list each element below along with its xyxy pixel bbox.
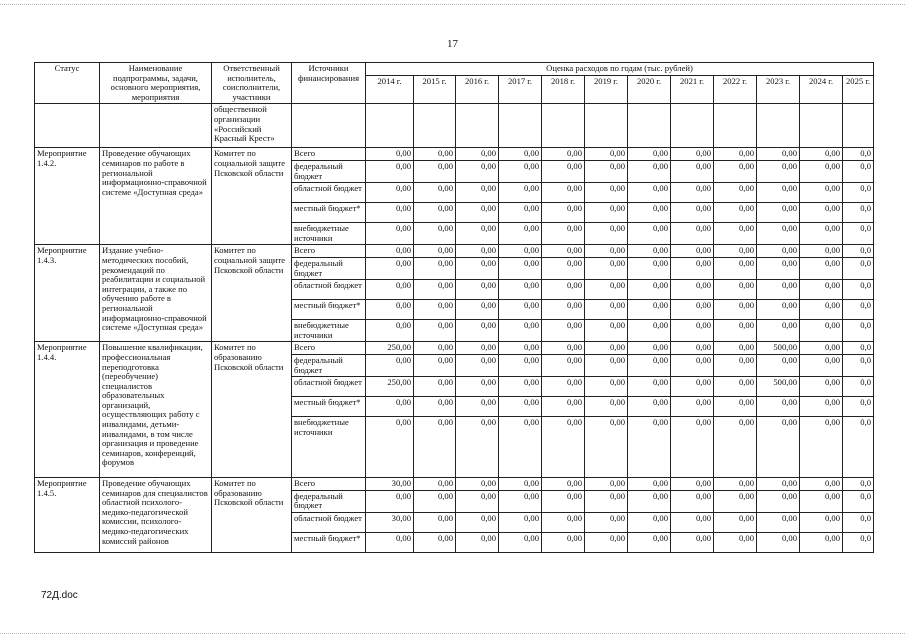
amount-cell: 0,00 bbox=[542, 417, 585, 478]
amount-cell: 0,00 bbox=[714, 377, 757, 397]
amount-cell: 0,00 bbox=[499, 397, 542, 417]
amount-cell: 0,0 bbox=[843, 160, 874, 182]
amount-cell: 0,00 bbox=[456, 490, 499, 512]
amount-cell: 0,00 bbox=[800, 280, 843, 300]
funding-source: федеральный бюджет bbox=[292, 354, 366, 376]
amount-cell: 0,00 bbox=[671, 203, 714, 223]
amount-cell: 0,00 bbox=[414, 257, 456, 279]
amount-cell: 0,00 bbox=[499, 257, 542, 279]
amount-cell: 0,00 bbox=[714, 148, 757, 161]
amount-cell: 0,00 bbox=[585, 223, 628, 245]
amount-cell: 0,00 bbox=[414, 183, 456, 203]
amount-cell: 0,00 bbox=[757, 300, 800, 320]
amount-cell: 0,00 bbox=[414, 148, 456, 161]
amount-cell: 0,00 bbox=[628, 532, 671, 552]
amount-cell: 0,00 bbox=[800, 148, 843, 161]
amount-cell: 0,00 bbox=[800, 342, 843, 355]
amount-cell: 0,00 bbox=[628, 223, 671, 245]
scan-bottom-border bbox=[0, 633, 905, 634]
amount-cell: 0,00 bbox=[585, 532, 628, 552]
amount-cell: 0,00 bbox=[628, 512, 671, 532]
amount-cell: 30,00 bbox=[366, 478, 414, 491]
amount-cell: 0,00 bbox=[366, 257, 414, 279]
amount-cell: 0,00 bbox=[585, 320, 628, 342]
amount-cell: 0,00 bbox=[366, 354, 414, 376]
activity-status: Мероприятие 1.4.3. bbox=[35, 245, 100, 342]
amount-cell: 250,00 bbox=[366, 342, 414, 355]
table-header bbox=[35, 63, 874, 104]
amount-cell: 0,00 bbox=[366, 160, 414, 182]
amount-cell: 0,00 bbox=[800, 223, 843, 245]
amount-cell: 0,00 bbox=[671, 532, 714, 552]
amount-cell: 0,0 bbox=[843, 148, 874, 161]
amount-cell: 0,00 bbox=[671, 245, 714, 258]
amount-cell: 0,00 bbox=[800, 532, 843, 552]
amount-cell: 0,00 bbox=[414, 280, 456, 300]
amount-cell: 0,00 bbox=[628, 490, 671, 512]
amount-cell: 0,00 bbox=[499, 377, 542, 397]
header-name: Наименование подпрограммы, задачи, основного мероприятия, мероприятия bbox=[100, 63, 212, 104]
amount-cell: 0,00 bbox=[414, 223, 456, 245]
amount-cell: 0,0 bbox=[843, 397, 874, 417]
amount-cell: 0,0 bbox=[843, 478, 874, 491]
amount-cell: 0,0 bbox=[843, 223, 874, 245]
amount-cell: 0,00 bbox=[800, 245, 843, 258]
amount-cell: 0,00 bbox=[366, 490, 414, 512]
amount-cell: 0,00 bbox=[542, 160, 585, 182]
amount-cell: 0,00 bbox=[800, 478, 843, 491]
amount-cell: 0,00 bbox=[800, 397, 843, 417]
amount-cell: 0,00 bbox=[628, 300, 671, 320]
amount-cell: 0,00 bbox=[585, 203, 628, 223]
amount-cell: 0,00 bbox=[800, 417, 843, 478]
header-year: 2023 г. bbox=[757, 76, 800, 104]
amount-cell: 0,00 bbox=[499, 512, 542, 532]
amount-cell: 0,00 bbox=[542, 183, 585, 203]
amount-cell: 0,00 bbox=[714, 257, 757, 279]
amount-cell: 0,00 bbox=[757, 245, 800, 258]
amount-cell: 500,00 bbox=[757, 377, 800, 397]
amount-cell: 0,00 bbox=[542, 532, 585, 552]
amount-cell: 0,00 bbox=[542, 377, 585, 397]
amount-cell: 0,00 bbox=[714, 280, 757, 300]
amount-cell: 0,00 bbox=[499, 245, 542, 258]
amount-cell: 0,00 bbox=[542, 490, 585, 512]
table-row bbox=[35, 148, 874, 161]
amount-cell: 0,00 bbox=[366, 300, 414, 320]
amount-cell: 0,00 bbox=[414, 490, 456, 512]
amount-cell: 0,00 bbox=[414, 532, 456, 552]
header-year: 2020 г. bbox=[628, 76, 671, 104]
amount-cell: 0,00 bbox=[714, 245, 757, 258]
continuation-executor: общественной организации «Российский Красный Крест» bbox=[212, 104, 292, 148]
funding-source: областной бюджет bbox=[292, 183, 366, 203]
amount-cell: 0,00 bbox=[499, 354, 542, 376]
amount-cell: 0,00 bbox=[585, 354, 628, 376]
amount-cell: 0,0 bbox=[843, 245, 874, 258]
amount-cell: 500,00 bbox=[757, 342, 800, 355]
amount-cell: 0,00 bbox=[757, 354, 800, 376]
amount-cell: 0,00 bbox=[757, 417, 800, 478]
funding-source: местный бюджет* bbox=[292, 203, 366, 223]
amount-cell: 0,00 bbox=[366, 148, 414, 161]
amount-cell: 0,00 bbox=[671, 148, 714, 161]
header-year: 2024 г. bbox=[800, 76, 843, 104]
amount-cell: 0,00 bbox=[714, 320, 757, 342]
amount-cell: 0,00 bbox=[456, 183, 499, 203]
amount-cell: 0,00 bbox=[714, 512, 757, 532]
amount-cell: 0,00 bbox=[366, 320, 414, 342]
amount-cell: 0,00 bbox=[585, 490, 628, 512]
amount-cell: 0,00 bbox=[800, 320, 843, 342]
amount-cell: 0,00 bbox=[456, 512, 499, 532]
header-year: 2022 г. bbox=[714, 76, 757, 104]
amount-cell: 30,00 bbox=[366, 512, 414, 532]
funding-source: областной бюджет bbox=[292, 512, 366, 532]
amount-cell: 0,00 bbox=[628, 377, 671, 397]
amount-cell: 0,00 bbox=[628, 342, 671, 355]
amount-cell: 0,00 bbox=[542, 320, 585, 342]
amount-cell: 0,00 bbox=[456, 203, 499, 223]
amount-cell: 0,00 bbox=[671, 354, 714, 376]
amount-cell: 0,0 bbox=[843, 280, 874, 300]
header-year: 2018 г. bbox=[542, 76, 585, 104]
amount-cell: 0,00 bbox=[585, 342, 628, 355]
amount-cell: 0,00 bbox=[714, 478, 757, 491]
amount-cell: 0,00 bbox=[757, 148, 800, 161]
amount-cell: 0,00 bbox=[628, 478, 671, 491]
amount-cell: 0,00 bbox=[671, 478, 714, 491]
amount-cell: 0,00 bbox=[366, 417, 414, 478]
funding-source: местный бюджет* bbox=[292, 300, 366, 320]
amount-cell: 0,00 bbox=[366, 223, 414, 245]
amount-cell: 0,00 bbox=[757, 280, 800, 300]
amount-cell: 0,00 bbox=[714, 203, 757, 223]
amount-cell: 0,00 bbox=[456, 280, 499, 300]
amount-cell: 0,00 bbox=[499, 532, 542, 552]
amount-cell: 0,00 bbox=[628, 417, 671, 478]
amount-cell: 0,00 bbox=[585, 417, 628, 478]
budget-table bbox=[34, 62, 874, 553]
funding-source: местный бюджет* bbox=[292, 397, 366, 417]
activity-name: Повышение квалификации, профессиональная переподготовка (переобучение) специалистов образовательных организаций, осуществляющих работу с инвалидами, детьми-инвалидами, в том числе организация и проведение семинаров, конференций, форумов bbox=[100, 342, 212, 478]
amount-cell: 0,00 bbox=[499, 490, 542, 512]
amount-cell: 0,00 bbox=[585, 300, 628, 320]
amount-cell: 0,00 bbox=[800, 512, 843, 532]
amount-cell: 0,00 bbox=[628, 280, 671, 300]
amount-cell: 0,00 bbox=[456, 257, 499, 279]
funding-source: Всего bbox=[292, 148, 366, 161]
amount-cell: 0,00 bbox=[757, 257, 800, 279]
document-filename: 72Д.doc bbox=[41, 590, 78, 601]
amount-cell: 250,00 bbox=[366, 377, 414, 397]
amount-cell: 0,00 bbox=[414, 512, 456, 532]
amount-cell: 0,00 bbox=[714, 300, 757, 320]
amount-cell: 0,00 bbox=[800, 257, 843, 279]
amount-cell: 0,00 bbox=[714, 160, 757, 182]
amount-cell: 0,00 bbox=[542, 342, 585, 355]
amount-cell: 0,00 bbox=[671, 160, 714, 182]
amount-cell: 0,00 bbox=[671, 280, 714, 300]
activity-status: Мероприятие 1.4.4. bbox=[35, 342, 100, 478]
amount-cell: 0,00 bbox=[414, 160, 456, 182]
amount-cell: 0,00 bbox=[366, 245, 414, 258]
amount-cell: 0,00 bbox=[499, 342, 542, 355]
amount-cell: 0,00 bbox=[671, 377, 714, 397]
amount-cell: 0,00 bbox=[757, 223, 800, 245]
amount-cell: 0,00 bbox=[542, 300, 585, 320]
amount-cell: 0,00 bbox=[757, 183, 800, 203]
table-row bbox=[35, 245, 874, 258]
amount-cell: 0,00 bbox=[456, 320, 499, 342]
amount-cell: 0,00 bbox=[499, 280, 542, 300]
amount-cell: 0,00 bbox=[800, 377, 843, 397]
amount-cell: 0,00 bbox=[542, 223, 585, 245]
activity-name: Издание учебно-методических пособий, рекомендаций по реабилитации и социальной интеграции, а также по обучению работе в региональной информационно-справочной системе «Доступная среда» bbox=[100, 245, 212, 342]
amount-cell: 0,00 bbox=[757, 512, 800, 532]
header-sources: Источники финансирования bbox=[292, 63, 366, 104]
amount-cell: 0,00 bbox=[628, 320, 671, 342]
amount-cell: 0,00 bbox=[585, 245, 628, 258]
amount-cell: 0,0 bbox=[843, 354, 874, 376]
amount-cell: 0,00 bbox=[628, 203, 671, 223]
amount-cell: 0,0 bbox=[843, 300, 874, 320]
amount-cell: 0,00 bbox=[800, 203, 843, 223]
activity-status: Мероприятие 1.4.5. bbox=[35, 478, 100, 553]
amount-cell: 0,00 bbox=[714, 532, 757, 552]
table-row bbox=[35, 478, 874, 491]
amount-cell: 0,00 bbox=[714, 490, 757, 512]
amount-cell: 0,00 bbox=[499, 203, 542, 223]
amount-cell: 0,00 bbox=[757, 203, 800, 223]
amount-cell: 0,00 bbox=[499, 223, 542, 245]
funding-source: областной бюджет bbox=[292, 280, 366, 300]
amount-cell: 0,00 bbox=[671, 490, 714, 512]
page-number: 17 bbox=[447, 38, 458, 50]
amount-cell: 0,00 bbox=[671, 257, 714, 279]
header-estimate: Оценка расходов по годам (тыс. рублей) bbox=[366, 63, 874, 76]
amount-cell: 0,00 bbox=[714, 354, 757, 376]
amount-cell: 0,00 bbox=[456, 478, 499, 491]
amount-cell: 0,0 bbox=[843, 203, 874, 223]
activity-executor: Комитет по социальной защите Псковской области bbox=[212, 245, 292, 342]
amount-cell: 0,00 bbox=[542, 280, 585, 300]
amount-cell: 0,00 bbox=[456, 245, 499, 258]
amount-cell: 0,00 bbox=[456, 397, 499, 417]
amount-cell: 0,00 bbox=[671, 183, 714, 203]
amount-cell: 0,00 bbox=[456, 300, 499, 320]
amount-cell: 0,00 bbox=[585, 397, 628, 417]
header-year: 2015 г. bbox=[414, 76, 456, 104]
amount-cell: 0,00 bbox=[542, 512, 585, 532]
amount-cell: 0,00 bbox=[499, 160, 542, 182]
amount-cell: 0,00 bbox=[414, 203, 456, 223]
amount-cell: 0,00 bbox=[671, 397, 714, 417]
amount-cell: 0,00 bbox=[499, 478, 542, 491]
amount-cell: 0,00 bbox=[499, 417, 542, 478]
amount-cell: 0,00 bbox=[757, 160, 800, 182]
amount-cell: 0,00 bbox=[499, 183, 542, 203]
amount-cell: 0,00 bbox=[757, 478, 800, 491]
funding-source: внебюджетные источники bbox=[292, 417, 366, 478]
amount-cell: 0,0 bbox=[843, 532, 874, 552]
amount-cell: 0,00 bbox=[757, 320, 800, 342]
header-year: 2021 г. bbox=[671, 76, 714, 104]
amount-cell: 0,00 bbox=[456, 532, 499, 552]
amount-cell: 0,00 bbox=[800, 354, 843, 376]
amount-cell: 0,00 bbox=[714, 342, 757, 355]
header-year: 2016 г. bbox=[456, 76, 499, 104]
amount-cell: 0,00 bbox=[671, 512, 714, 532]
funding-source: Всего bbox=[292, 245, 366, 258]
amount-cell: 0,0 bbox=[843, 342, 874, 355]
amount-cell: 0,00 bbox=[714, 397, 757, 417]
activity-name: Проведение обучающих семинаров для специалистов областной психолого-медико-педагогической комиссии, психолого-медико-педагогических комиссий районов bbox=[100, 478, 212, 553]
amount-cell: 0,00 bbox=[414, 300, 456, 320]
amount-cell: 0,00 bbox=[366, 280, 414, 300]
amount-cell: 0,00 bbox=[456, 342, 499, 355]
amount-cell: 0,00 bbox=[585, 280, 628, 300]
table-body bbox=[35, 104, 874, 553]
header-executor: Ответственный исполнитель, соисполнители, участники bbox=[212, 63, 292, 104]
amount-cell: 0,00 bbox=[456, 354, 499, 376]
amount-cell: 0,00 bbox=[714, 417, 757, 478]
amount-cell: 0,00 bbox=[456, 148, 499, 161]
amount-cell: 0,00 bbox=[414, 354, 456, 376]
amount-cell: 0,00 bbox=[800, 160, 843, 182]
funding-source: внебюджетные источники bbox=[292, 320, 366, 342]
funding-source: местный бюджет* bbox=[292, 532, 366, 552]
funding-source: внебюджетные источники bbox=[292, 223, 366, 245]
amount-cell: 0,00 bbox=[800, 300, 843, 320]
amount-cell: 0,00 bbox=[542, 245, 585, 258]
amount-cell: 0,00 bbox=[585, 160, 628, 182]
activity-name: Проведение обучающих семинаров по работе в региональной информационно-справочной системе «Доступная среда» bbox=[100, 148, 212, 245]
amount-cell: 0,00 bbox=[757, 532, 800, 552]
amount-cell: 0,00 bbox=[542, 397, 585, 417]
activity-executor: Комитет по образованию Псковской области bbox=[212, 478, 292, 553]
funding-source: Всего bbox=[292, 342, 366, 355]
amount-cell: 0,00 bbox=[628, 397, 671, 417]
table-row bbox=[35, 342, 874, 355]
amount-cell: 0,00 bbox=[671, 300, 714, 320]
header-year: 2017 г. bbox=[499, 76, 542, 104]
amount-cell: 0,00 bbox=[628, 354, 671, 376]
amount-cell: 0,00 bbox=[628, 245, 671, 258]
amount-cell: 0,00 bbox=[671, 320, 714, 342]
amount-cell: 0,00 bbox=[499, 300, 542, 320]
amount-cell: 0,00 bbox=[414, 245, 456, 258]
amount-cell: 0,00 bbox=[456, 417, 499, 478]
amount-cell: 0,00 bbox=[585, 148, 628, 161]
amount-cell: 0,00 bbox=[714, 183, 757, 203]
amount-cell: 0,00 bbox=[499, 148, 542, 161]
amount-cell: 0,00 bbox=[456, 223, 499, 245]
header-year: 2014 г. bbox=[366, 76, 414, 104]
header-year: 2025 г. bbox=[843, 76, 874, 104]
amount-cell: 0,00 bbox=[585, 183, 628, 203]
amount-cell: 0,00 bbox=[585, 478, 628, 491]
amount-cell: 0,00 bbox=[414, 417, 456, 478]
amount-cell: 0,00 bbox=[499, 320, 542, 342]
amount-cell: 0,00 bbox=[757, 397, 800, 417]
amount-cell: 0,0 bbox=[843, 490, 874, 512]
activity-status: Мероприятие 1.4.2. bbox=[35, 148, 100, 245]
amount-cell: 0,00 bbox=[714, 223, 757, 245]
amount-cell: 0,00 bbox=[542, 148, 585, 161]
amount-cell: 0,00 bbox=[456, 377, 499, 397]
funding-source: Всего bbox=[292, 478, 366, 491]
amount-cell: 0,00 bbox=[800, 183, 843, 203]
header-year: 2019 г. bbox=[585, 76, 628, 104]
funding-source: федеральный бюджет bbox=[292, 160, 366, 182]
amount-cell: 0,0 bbox=[843, 512, 874, 532]
funding-source: федеральный бюджет bbox=[292, 490, 366, 512]
scan-top-border bbox=[0, 4, 905, 5]
amount-cell: 0,00 bbox=[414, 377, 456, 397]
amount-cell: 0,00 bbox=[542, 257, 585, 279]
amount-cell: 0,00 bbox=[366, 183, 414, 203]
amount-cell: 0,00 bbox=[456, 160, 499, 182]
amount-cell: 0,00 bbox=[414, 320, 456, 342]
amount-cell: 0,00 bbox=[366, 397, 414, 417]
amount-cell: 0,0 bbox=[843, 257, 874, 279]
amount-cell: 0,00 bbox=[671, 342, 714, 355]
amount-cell: 0,00 bbox=[414, 478, 456, 491]
amount-cell: 0,00 bbox=[366, 203, 414, 223]
amount-cell: 0,00 bbox=[671, 223, 714, 245]
amount-cell: 0,00 bbox=[800, 490, 843, 512]
funding-source: федеральный бюджет bbox=[292, 257, 366, 279]
amount-cell: 0,00 bbox=[585, 377, 628, 397]
amount-cell: 0,00 bbox=[542, 203, 585, 223]
amount-cell: 0,00 bbox=[757, 490, 800, 512]
continuation-row bbox=[35, 104, 874, 148]
header-status: Статус bbox=[35, 63, 100, 104]
amount-cell: 0,00 bbox=[585, 257, 628, 279]
amount-cell: 0,00 bbox=[628, 183, 671, 203]
amount-cell: 0,00 bbox=[628, 148, 671, 161]
amount-cell: 0,0 bbox=[843, 377, 874, 397]
amount-cell: 0,00 bbox=[542, 354, 585, 376]
amount-cell: 0,00 bbox=[366, 532, 414, 552]
amount-cell: 0,00 bbox=[671, 417, 714, 478]
activity-executor: Комитет по социальной защите Псковской области bbox=[212, 148, 292, 245]
amount-cell: 0,0 bbox=[843, 320, 874, 342]
amount-cell: 0,00 bbox=[628, 160, 671, 182]
amount-cell: 0,00 bbox=[542, 478, 585, 491]
activity-executor: Комитет по образованию Псковской области bbox=[212, 342, 292, 478]
amount-cell: 0,00 bbox=[414, 342, 456, 355]
amount-cell: 0,00 bbox=[585, 512, 628, 532]
funding-source: областной бюджет bbox=[292, 377, 366, 397]
amount-cell: 0,0 bbox=[843, 183, 874, 203]
amount-cell: 0,00 bbox=[414, 397, 456, 417]
amount-cell: 0,0 bbox=[843, 417, 874, 478]
amount-cell: 0,00 bbox=[628, 257, 671, 279]
